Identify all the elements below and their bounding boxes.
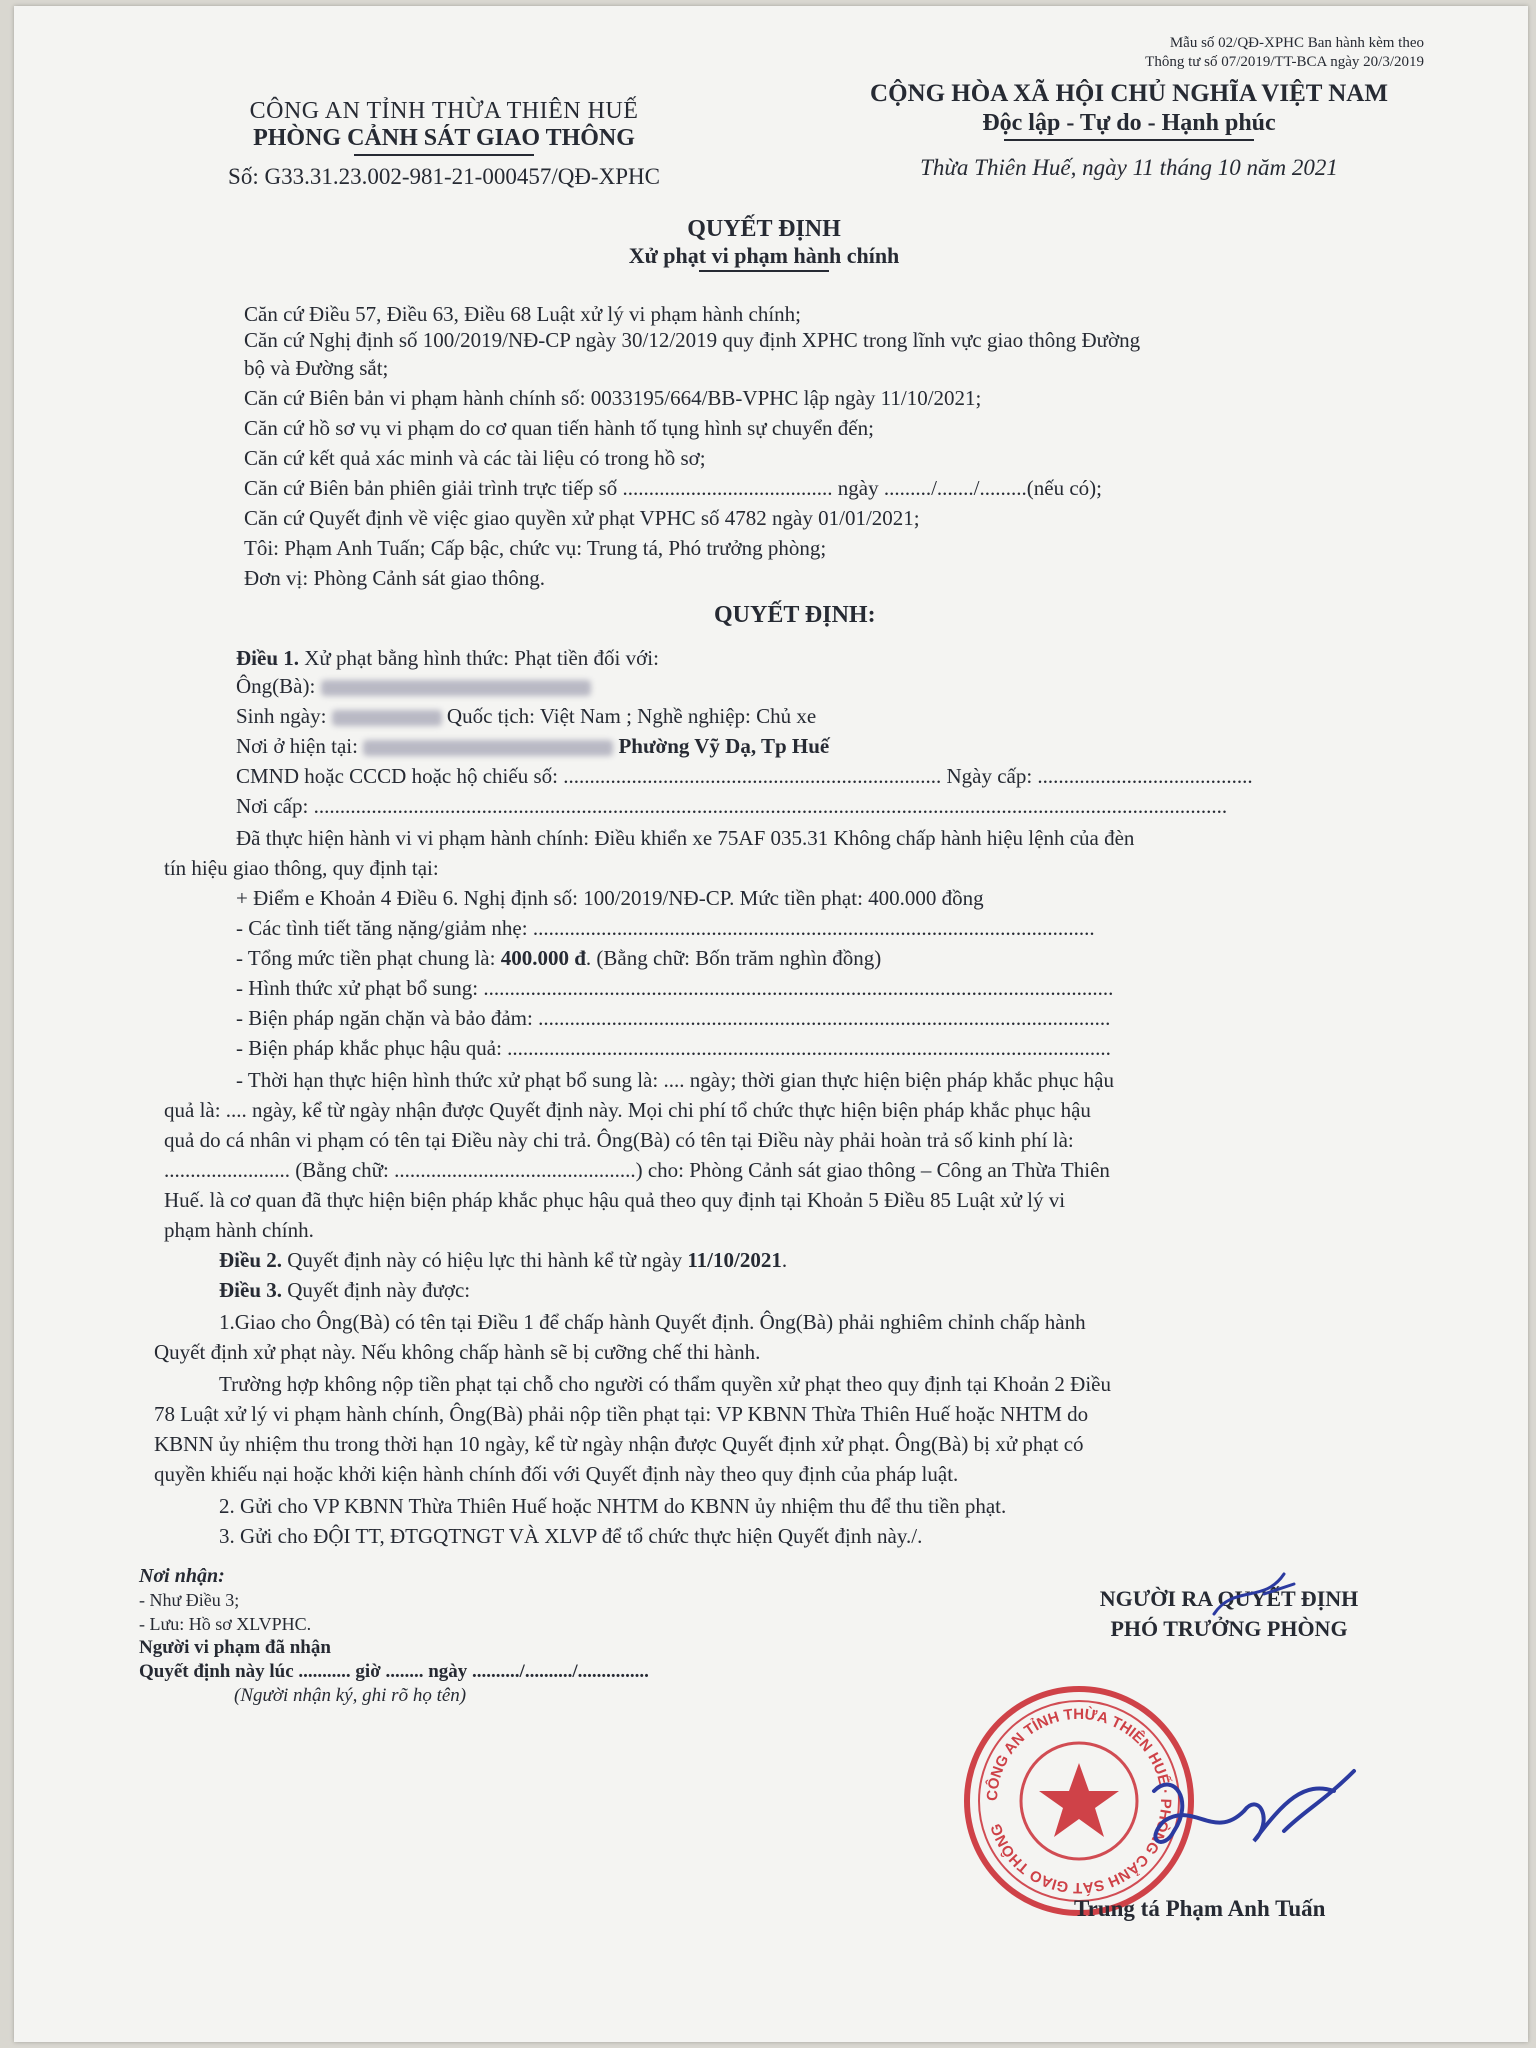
article3-paragraph: 2. Gửi cho VP KBNN Thừa Thiên Huế hoặc NHTM do KBNN ủy nhiệm thu để thu tiền phạt. <box>219 1494 1007 1518</box>
article2-text: Quyết định này có hiệu lực thi hành kể từ ngày <box>287 1248 688 1272</box>
article1-line <box>236 646 659 671</box>
total-suffix: . (Bằng chữ: Bốn trăm nghìn đồng) <box>585 946 882 970</box>
dob-label: Sinh ngày: <box>236 704 327 728</box>
motto: Độc lập - Tự do - Hạnh phúc <box>982 110 1276 136</box>
article3-paragraph: quyền khiếu nại hoặc khởi kiện hành chính đối với Quyết định này theo quy định của pháp luật. <box>154 1462 959 1486</box>
clause-line: + Điểm e Khoản 4 Điều 6. Nghị định số: 100/2019/NĐ-CP. Mức tiền phạt: 400.000 đồng <box>236 886 984 910</box>
address-line <box>236 734 829 759</box>
ground-line: Căn cứ Điều 57, Điều 63, Điều 68 Luật xử lý vi phạm hành chính; <box>244 302 801 326</box>
article3-text: Quyết định này được: <box>287 1278 471 1302</box>
article3-line <box>219 1278 470 1303</box>
article2-date: 11/10/2021 <box>687 1248 782 1272</box>
name-line <box>236 674 591 699</box>
issue-place-line: Nơi cấp: .............................................................................................................................................................................. <box>236 794 1228 818</box>
stamp-text: CÔNG AN TỈNH THỪA THIÊN HUẾ · PHÒNG CẢNH SÁT GIAO THÔNG <box>983 1705 1175 1897</box>
dob-line <box>236 704 816 729</box>
ground-line: Tôi: Phạm Anh Tuấn; Cấp bậc, chức vụ: Trung tá, Phó trưởng phòng; <box>244 536 827 560</box>
additional-line: - Hình thức xử phạt bổ sung: ........................................................................................................................ <box>236 976 1114 1000</box>
receipt-heading: Người vi phạm đã nhận <box>139 1637 331 1658</box>
ground-line: Căn cứ Biên bản phiên giải trình trực tiếp số ........................................ ngày ........./......./.........(nếu có); <box>244 476 1102 500</box>
receipt-time-line: Quyết định này lúc ........... giờ ........ ngày ........../........../............... <box>139 1661 649 1682</box>
violation-line: tín hiệu giao thông, quy định tại: <box>164 856 439 880</box>
total-line <box>236 946 881 971</box>
recipients-heading: Nơi nhận: <box>139 1565 225 1587</box>
redacted-address <box>363 740 613 756</box>
nationality-job: Quốc tịch: Việt Nam ; Nghề nghiệp: Chủ xe <box>446 704 817 728</box>
name-label: Ông(Bà): <box>236 674 316 698</box>
country-name: CỘNG HÒA XÃ HỘI CHỦ NGHĨA VIỆT NAM <box>870 80 1388 107</box>
article3-paragraph: 1.Giao cho Ông(Bà) có tên tại Điều 1 để chấp hành Quyết định. Ông(Bà) phải nghiêm chỉnh chấp hành <box>219 1310 1086 1334</box>
remedy-line: - Biện pháp khắc phục hậu quả: ................................................................................................................... <box>236 1036 1111 1060</box>
recipient-item: - Như Điều 3; <box>139 1590 240 1610</box>
ground-line: bộ và Đường sắt; <box>244 356 389 380</box>
decision-number: Số: G33.31.23.002-981-21-000457/QĐ-XPHC <box>228 164 660 189</box>
redacted-dob <box>332 710 442 726</box>
deadline-line: phạm hành chính. <box>164 1218 314 1242</box>
article2-line <box>219 1248 787 1273</box>
header-divider <box>354 154 534 156</box>
ground-line: Căn cứ kết quả xác minh và các tài liệu có trong hồ sơ; <box>244 446 706 470</box>
article3-paragraph: Quyết định xử phạt này. Nếu không chấp hành sẽ bị cưỡng chế thi hành. <box>154 1340 761 1364</box>
agency-name: CÔNG AN TỈNH THỪA THIÊN HUẾ <box>249 98 639 124</box>
article3-paragraph: KBNN ủy nhiệm thu trong thời hạn 10 ngày, kể từ ngày nhận được Quyết định xử phạt. Ông(Bà) bị xử phạt có <box>154 1432 1084 1456</box>
form-note-line2: Thông tư số 07/2019/TT-BCA ngày 20/3/2019 <box>1145 54 1424 70</box>
title-underline <box>699 270 829 272</box>
title-block <box>444 216 1084 272</box>
deadline-line: quả là: .... ngày, kể từ ngày nhận được Quyết định này. Mọi chi phí tổ chức thực hiện biện pháp khắc phục hậu <box>164 1098 1091 1122</box>
signer-role: NGƯỜI RA QUYẾT ĐỊNH <box>1099 1586 1359 1611</box>
ground-line: Căn cứ hồ sơ vụ vi phạm do cơ quan tiến hành tố tụng hình sự chuyển đến; <box>244 416 874 440</box>
receipt-note: (Người nhận ký, ghi rõ họ tên) <box>234 1685 467 1706</box>
article2-label: Điều 2. <box>219 1248 282 1272</box>
place-date: Thừa Thiên Huế, ngày 11 tháng 10 năm 2021 <box>920 155 1338 180</box>
document-page <box>14 6 1528 2042</box>
header-right <box>834 80 1424 181</box>
department-name: PHÒNG CẢNH SÁT GIAO THÔNG <box>253 125 635 151</box>
prevention-line: - Biện pháp ngăn chặn và bảo đảm: ............................................................................................................. <box>236 1006 1111 1030</box>
article3-paragraph: 3. Gửi cho ĐỘI TT, ĐTGQTNGT VÀ XLVP để tổ chức thực hiện Quyết định này./. <box>219 1524 923 1548</box>
deadline-line: ........................ (Bằng chữ: ..............................................) cho: Phòng Cảnh sát giao thông – Công an Thừa Thiên <box>164 1158 1110 1182</box>
form-note <box>1145 34 1424 72</box>
total-prefix: - Tổng mức tiền phạt chung là: <box>236 946 501 970</box>
title-sub: Xử phạt vi phạm hành chính <box>628 243 900 268</box>
deadline-line: Huế. là cơ quan đã thực hiện biện pháp khắc phục hậu quả theo quy định tại Khoản 5 Điều 85 Luật xử lý vi <box>164 1188 1066 1212</box>
recipients-block <box>139 1564 649 1708</box>
article3-paragraph: 78 Luật xử lý vi phạm hành chính, Ông(Bà) phải nộp tiền phạt tại: VP KBNN Thừa Thiên Huế hoặc NHTM do <box>154 1402 1089 1426</box>
ground-line: Căn cứ Quyết định về việc giao quyền xử phạt VPHC số 4782 ngày 01/01/2021; <box>244 506 920 530</box>
redacted-name <box>321 680 591 696</box>
deadline-line: quả do cá nhân vi phạm có tên tại Điều này chi trả. Ông(Bà) có tên tại Điều này phải hoàn trả số kinh phí là: <box>164 1128 1074 1152</box>
id-line: CMND hoặc CCCD hoặc hộ chiếu số: ........................................................................ Ngày cấp: ......................................... <box>236 764 1253 788</box>
deadline-line: - Thời hạn thực hiện hình thức xử phạt bổ sung là: .... ngày; thời gian thực hiện biện pháp khắc phục hậu <box>236 1068 1115 1092</box>
address-visible: Phường Vỹ Dạ, Tp Huế <box>618 734 830 758</box>
ground-line: Căn cứ Nghị định số 100/2019/NĐ-CP ngày 30/12/2019 quy định XPHC trong lĩnh vực giao thông Đường <box>244 328 1141 352</box>
total-amount: 400.000 đ <box>500 946 586 970</box>
address-label: Nơi ở hiện tại: <box>236 734 358 758</box>
article3-label: Điều 3. <box>219 1278 282 1302</box>
article2-end: . <box>781 1248 788 1272</box>
article1-label: Điều 1. <box>236 646 299 670</box>
article1-text: Xử phạt bằng hình thức: Phạt tiền đối với: <box>304 646 659 670</box>
signer-name: Trung tá Phạm Anh Tuấn <box>1074 1896 1326 1921</box>
recipient-item: - Lưu: Hồ sơ XLVPHC. <box>139 1614 312 1634</box>
aggravating-line: - Các tình tiết tăng nặng/giảm nhẹ: ........................................................................................................... <box>236 916 1095 940</box>
header-left <box>164 98 724 190</box>
ground-line: Căn cứ Biên bản vi phạm hành chính số: 0033195/664/BB-VPHC lập ngày 11/10/2021; <box>244 386 982 410</box>
ground-line: Đơn vị: Phòng Cảnh sát giao thông. <box>244 566 546 590</box>
initial-mark <box>1204 1564 1324 1624</box>
title-main: QUYẾT ĐỊNH <box>687 216 841 242</box>
motto-underline <box>1004 139 1254 141</box>
article3-paragraph: Trường hợp không nộp tiền phạt tại chỗ cho người có thẩm quyền xử phạt theo quy định tại Khoản 2 Điều <box>219 1372 1111 1396</box>
decision-heading: QUYẾT ĐỊNH: <box>714 602 876 628</box>
form-note-line1: Mẫu số 02/QĐ-XPHC Ban hành kèm theo <box>1169 35 1424 51</box>
handwritten-signature <box>1134 1761 1374 1881</box>
violation-line: Đã thực hiện hành vi vi phạm hành chính: Điều khiển xe 75AF 035.31 Không chấp hành hiệu lệnh của đèn <box>236 826 1135 850</box>
signer-position: PHÓ TRƯỞNG PHÒNG <box>1110 1616 1348 1641</box>
